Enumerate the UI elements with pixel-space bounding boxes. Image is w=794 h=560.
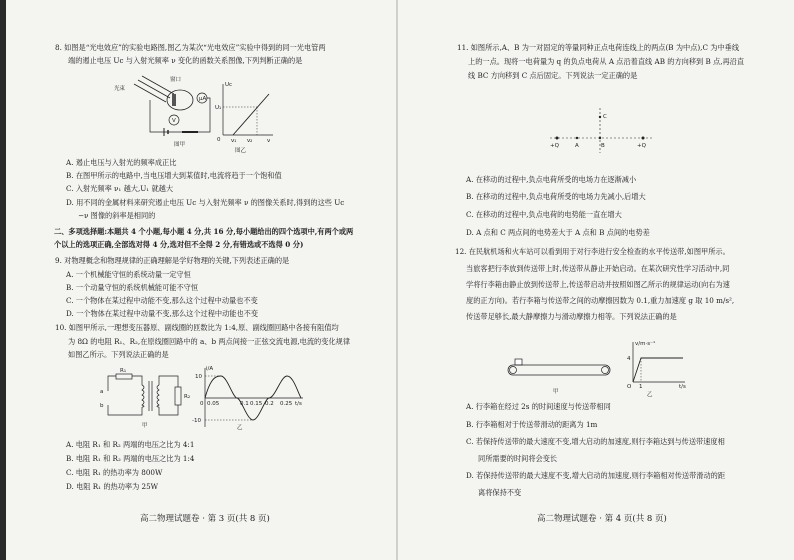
q10-option-d: D. 电阻 R₁ 的热功率为 25W [66,482,159,491]
q12-option-c-line1: C. 若保持传送带的最大速度不变,增大启动的加速度,则行李箱达到与传送带速度相 [466,437,725,446]
q8-x1: ν₁ [231,138,237,144]
q8-figure-a [110,70,215,150]
q10-secondary-wire [159,376,178,387]
section2-heading-line2: 个以上的选项正确,全部选对得 4 分,选对但不全得 2 分,有错选或不选得 0 分) [54,240,304,249]
q8-fig-b-label: 图乙 [235,148,247,154]
q10-option-c: C. 电阻 R₁ 的热功率为 800W [66,468,163,477]
q8-xlabel: ν [267,138,271,144]
q11-charge-right [642,137,645,140]
q12-vt-line [633,358,683,382]
q12-roller-left [510,367,517,374]
page-fold [396,0,398,560]
q10-tick-0: 0 [200,401,204,407]
q10-fig-a-r1: R₁ [120,368,127,374]
q10-option-a: A. 电阻 R₁ 和 R₂ 两端的电压之比为 4:1 [66,440,195,449]
q12-option-a: A. 行李箱在经过 2s 的时间速度与传送带相同 [466,402,611,411]
q8-x2: ν₂ [247,138,253,144]
q10-stem-line3: 如图乙所示。下列说法正确的是 [68,350,169,359]
q10-primary-wire-2 [132,376,142,385]
q12-yval: 4 [627,356,631,362]
q10-tick-4: 0.2 [265,401,274,407]
q9-option-a: A. 一个机械能守恒的系统动量一定守恒 [66,270,191,279]
q11-point-c [599,116,601,118]
q11-label-q1: +Q [550,143,559,149]
q11-figure [545,105,655,155]
q10-figure-a [98,365,194,429]
q10-fig-a-b: b [100,403,104,409]
q8-cathode [172,94,176,106]
q12-belt [508,365,610,375]
q11-option-c: C. 在移动的过程中,负点电荷的电势能一直在增大 [466,210,622,219]
q10-stem-line2: 为 8Ω 的电阻 R₁、R₂,在原线圈回路中的 a、b 两点间接一正弦交流电源,电流的变化规律 [68,337,351,346]
q10-stem-line1: 10. 如图甲所示,一理想变压器原、副线圈的匝数比为 1:4,原、副线圈回路中各接有阻值均 [55,323,339,332]
q11-point-b [599,137,601,139]
q9-option-d: D. 一个物体在某过程中动量不变,那么这个过程中动能也不变 [66,309,259,318]
q12-xlabel: t/s [679,384,686,390]
q11-option-d: D. A 点和 C 两点间的电势差大于 A 点和 B 点间的电势差 [466,228,650,237]
q10-resistor-r2 [175,387,181,405]
q12-option-b: B. 行李箱相对于传送带滑动的距离为 1m [466,420,598,429]
q8-option-d-line1: D. 用不同的金属材料来研究遏止电压 Uc 与入射光频率 ν 的图像关系时,得到的这些 Uc [66,198,345,207]
q11-charge-left [556,137,559,140]
q12-stem-line2: 当旅客把行李放到传送带上时,传送带从静止开始启动。在某次研究性学习活动中,同 [466,264,730,273]
q10-yhigh: 10 [195,374,202,380]
q12-option-d-line1: D. 若保持传送带的最大速度不变,增大启动的加速度,则行李箱相对传送带滑动的距 [466,471,726,480]
q10-fig-a-r2: R₂ [184,394,191,400]
q11-label-q2: +Q [637,143,646,149]
q12-stem-line3: 学将行李箱由静止放到传送带上,传送带启动并按照如图乙所示的规律运动(向右为速 [466,280,730,289]
q12-origin: O [627,384,632,390]
q10-primary-wire [108,376,116,391]
q10-fig-b-label: 乙 [237,425,243,431]
q8-yval: U₁ [215,105,222,111]
q12-luggage [515,359,522,365]
q10-primary-wire-3 [108,405,142,415]
footer-page-4: 高二物理试题卷 · 第 4 页(共 8 页) [537,514,667,524]
q8-figure-b [215,80,275,154]
q11-label-a: A [575,143,579,149]
q12-stem-line1: 12. 在民航机场和火车站可以看到用于对行李进行安全检查的水平传送带,如图甲所示。 [455,247,730,256]
q10-option-b: B. 电阻 R₁ 和 R₂ 两端的电压之比为 1:4 [66,454,195,463]
q12-fig-a-label: 甲 [553,389,559,395]
q8-origin: 0 [217,137,221,143]
q11-point-a [576,137,578,139]
q8-option-d-line2: −ν 图像的斜率是相同的 [78,211,156,220]
q8-option-a: A. 遏止电压与入射光的频率成正比 [66,158,177,167]
q8-ylabel: Uc [225,82,233,88]
q8-phototube [167,90,193,110]
q10-resistor-r1 [116,374,132,379]
q8-line [233,94,269,135]
q8-fig-a-label: 图甲 [174,142,186,148]
q9-option-b: B. 一个动量守恒的系统机械能可能不守恒 [66,283,199,292]
q11-option-b: B. 在移动的过程中,负点电荷所受的电场力先减小,后增大 [466,192,646,201]
q12-stem-line5: 传送带足够长,最大静摩擦力与滑动摩擦力相等。下列说法正确的是 [466,312,677,321]
q10-tick-5: 0.25 [280,401,293,407]
q12-option-c-line2: 同所需要的时间将会变长 [478,454,558,463]
q11-label-c: C [603,114,607,120]
q12-roller-right [602,367,609,374]
q8-stem-line2: 端的遏止电压 Uc 与入射光频率 ν 变化的函数关系图像,下列判断正确的是 [68,56,303,65]
q11-option-a: A. 在移动的过程中,负点电荷所受的电场力在逐渐减小 [466,175,637,184]
q10-tick-3: 0.15 [250,401,263,407]
q12-option-d-line2: 离将保持不变 [478,488,522,497]
q10-tick-2: 0.1 [240,401,249,407]
q8-fig-a-window: 窗口 [170,77,182,83]
q12-fig-b-label: 乙 [647,392,653,398]
q10-ylow: -10 [192,418,201,424]
q10-fig-a-a: a [100,389,104,395]
scan-edge [0,0,6,560]
section2-heading-line1: 二、多项选择题:本题共 4 个小题,每小题 4 分,共 16 分,每小题给出的四个选项中,有两个或两 [54,227,354,236]
q8-option-b: B. 在图甲所示的电路中,当电压增大到某值时,电流将趋于一个饱和值 [66,171,282,180]
q10-tick-1: 0.05 [207,401,220,407]
q12-x1: 1 [639,384,643,390]
q8-stem-line1: 8. 如图是“光电效应”的实验电路图,图乙为某次“光电效应”实验中得到的同一光电管两 [55,43,326,52]
q10-figure-b [192,365,307,431]
q10-xlabel: t/s [295,401,302,407]
q10-primary-coil [142,385,144,407]
q10-secondary-wire-2 [159,405,178,415]
q11-stem-line1: 11. 如图所示,A、B 为一对固定的等量同种正点电荷连线上的两点(B 为中点),C 为中垂线 [457,43,740,52]
footer-page-3: 高二物理试题卷 · 第 3 页(共 8 页) [140,514,270,524]
q10-ylabel: i/A [206,366,214,372]
q10-fig-a-label: 甲 [142,423,148,429]
q9-option-c: C. 一个物体在某过程中动能不变,那么这个过程中动量也不变 [66,296,258,305]
q12-stem-line4: 度的正方向)。若行李箱与传送带之间的动摩擦因数为 0.1,重力加速度 g 取 10 m/s², [466,296,735,305]
q11-stem-line2: 上的一点。现将一电荷量为 q 的负点电荷从 A 点沿着直线 AB 的方向移到 B 点,再沿直 [468,57,745,66]
q11-label-b: B [601,143,605,149]
q12-figure-a [505,355,613,397]
q8-fig-a-light: 光束 [114,86,126,92]
q8-option-c: C. 入射光频率 ν₁ 越大,U₁ 就越大 [66,184,174,193]
q12-figure-b [625,340,690,398]
q11-stem-line3: 线 BC 方向移到 C 点后固定。下列说法一定正确的是 [468,71,638,80]
q9-stem: 9. 对物理概念和物理规律的正确理解是学好物理的关键,下列表述正确的是 [55,256,290,265]
q8-fig-a-meter-a: μA [199,96,207,102]
q8-fig-a-meter-v: V [172,118,176,124]
q12-ylabel: v/m·s⁻¹ [635,341,656,347]
q10-secondary-coil [157,385,159,407]
